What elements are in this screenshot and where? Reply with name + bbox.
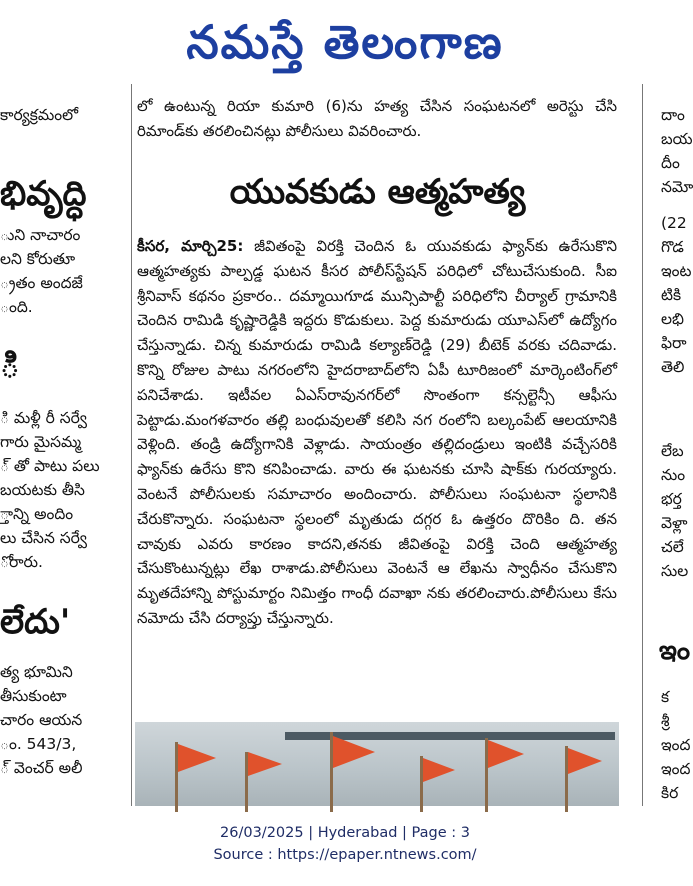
previous-article-tail: లో ఉంటున్న రియా కుమారి (6)ను హత్య చేసిన సంఘటనలో అరెస్టు చేసి రిమాండ్‌కు తరలించినట్లు పోలీసులు వివరించారు. — [137, 97, 617, 140]
right-line: ఇంద — [661, 760, 691, 778]
photo-flag — [333, 736, 375, 768]
right-line: ఫిరా — [661, 334, 687, 352]
right-line: టికి — [661, 286, 682, 304]
left-line: తీసుకుంటా — [0, 687, 67, 705]
article-headline: యువకుడు ఆత్మహత్య — [229, 172, 526, 212]
right-line: వెళ్లా — [661, 514, 688, 532]
right-line: నమో — [661, 178, 693, 196]
article-body-text: జీవితంపై విరక్తి చెందిన ఓ యువకుడు ఫ్యాన్‌కు ఉరేసుకొని ఆత్మహత్యకు పాల్పడ్డ ఘటన కీసర పోలీస్‌స్టేషన్ పరిధిలో చోటుచేసుకుంది. సీఐ శ్రీనివాస్ కథనం ప్రకారం.. దమ్మాయిగూడ మున్సిపాల్టీ పరిధిలోని చీర్యాల్ గ్రామానికి చెందిన రామిడి కృష్ణారెడ్డికి ఇద్దరు కొడుకులు. పెద్ద కుమారుడు యూఎస్‌లో ఉద్యోగం చేస్తున్నాడు. చిన్న కుమారుడు రామిడి కల్యాణ్‌రెడ్డి (29) బీటెక్ వరకు చదివాడు. కొన్ని రోజుల పాటు నగరంలోని హైదరాబాద్‌లోని ఏపీ టూరిజంలో మార్కెంటింగ్‌లో పనిచేశాడు. ఇటీవల ఏఎస్‌రావునగర్‌లో సొంతంగా కన్సల్టెన్సీ ఆఫీసు పెట్టాడు.మంగళవారం తల్లి బంధువులతో కలిసి నగ రంలోని బల్కంపేట్ ఆలయానికి వెళ్లింది. తండ్రి ఉద్యోగానికి వెళ్లాడు. సాయంత్రం తల్లిదండ్రులు ఇంటికి వచ్చేసరికి ఫ్యాన్‌కు ఉరేసు కొని కనిపించాడు. వారు ఈ ఘటనకు చూసి షాక్‌కు గురయ్యారు. వెంటనే పోలీసులకు సమాచారం అందించారు. పోలీసులు సంఘటనా స్థలానికి చేరుకొన్నారు. సంఘటనా స్థలంలో మృతుడు దగ్గర ఓ ఉత్తరం దొరికిం ది. తన చావుకు ఎవరు కారణం కాదని,తనకు జీవితంపై విరక్తి చెంది ఆత్మహత్య చేసుకొంటున్నట్లు లేఖ రాశాడు.పోలీసులు వెంటనే ఆ లేఖను స్వాధీనం చేసుకొని మృతదేహాన్ని పోస్టుమార్టం నిమిత్తం గాంధీ దవాఖా నకు తరలించారు.పోలీసులు కేసు నమోదు చేసి దర్యాప్తు చేస్తున్నారు. — [137, 237, 617, 627]
right-line: లేబ — [661, 442, 684, 460]
masthead-title: నమస్తే తెలంగాణ — [186, 15, 504, 69]
left-heading: లేదు' — [0, 602, 71, 642]
left-heading: భివృద్ధి — [0, 174, 87, 214]
right-line: లభి — [661, 310, 684, 328]
right-line: క — [661, 688, 670, 706]
left-line: త్య భూమిని — [0, 663, 73, 681]
right-line: బయ — [661, 130, 693, 148]
right-column-clipping — [655, 84, 693, 806]
left-line: ్తాన్ని అందిం — [0, 505, 74, 523]
left-line: ్ తో పాటు పలు — [0, 457, 100, 475]
left-line: కార్యక్రమంలో — [0, 106, 79, 124]
photo-flag — [488, 740, 524, 768]
article-dateline: కీసర, మార్చి25: — [137, 237, 244, 255]
right-line: సుల — [661, 562, 689, 580]
right-line: దీం — [661, 154, 680, 172]
left-column-clipping — [0, 84, 128, 806]
page-footer — [0, 822, 690, 866]
left-line: లు చేసిన సర్వే — [0, 529, 87, 547]
right-line: శ్రీ — [661, 712, 670, 730]
right-line: ఇంద — [661, 736, 691, 754]
right-line: తెలి — [661, 358, 685, 376]
footer-source: Source : https://epaper.ntnews.com/ — [213, 847, 477, 863]
newspaper-masthead — [0, 0, 690, 84]
left-line: ంది. — [0, 298, 33, 316]
article-body — [137, 234, 617, 631]
left-line: చారం ఆయన — [0, 711, 83, 729]
right-line: భర్త — [661, 490, 682, 508]
right-heading: ఇం — [659, 636, 691, 666]
right-line: దాం — [661, 106, 685, 124]
photo-flag — [568, 748, 602, 774]
left-line: ్రతం అందజే — [0, 274, 83, 292]
left-line: గారు మైసమ్మ — [0, 433, 82, 451]
left-line: ం. 543/3, — [0, 735, 77, 753]
photo-flag — [423, 758, 455, 782]
left-heading: ి — [0, 346, 20, 386]
right-line: కిర — [661, 784, 679, 802]
right-line: గొడ — [661, 238, 684, 256]
left-line: ుని నాచారం — [0, 226, 81, 244]
article-photo — [135, 722, 619, 806]
right-line: నుం — [661, 466, 686, 484]
right-line: చలే — [661, 538, 684, 556]
left-line: ి మళ్లీ రీ సర్వే — [0, 409, 87, 427]
right-line: (22 — [661, 214, 687, 232]
main-article — [135, 84, 620, 806]
footer-date-edition: 26/03/2025 | Hyderabad | Page : 3 — [220, 825, 470, 841]
photo-flag — [178, 744, 216, 772]
left-line: లని కోరుతూ — [0, 250, 76, 268]
column-divider — [131, 84, 132, 806]
left-line: ్ వెంచర్ అలీ — [0, 759, 83, 777]
column-divider — [642, 84, 643, 806]
left-line: ోరారు. — [0, 553, 43, 571]
photo-flag — [248, 752, 282, 776]
left-line: బయటకు తీసి — [0, 481, 85, 499]
right-line: ఇంట — [661, 262, 692, 280]
